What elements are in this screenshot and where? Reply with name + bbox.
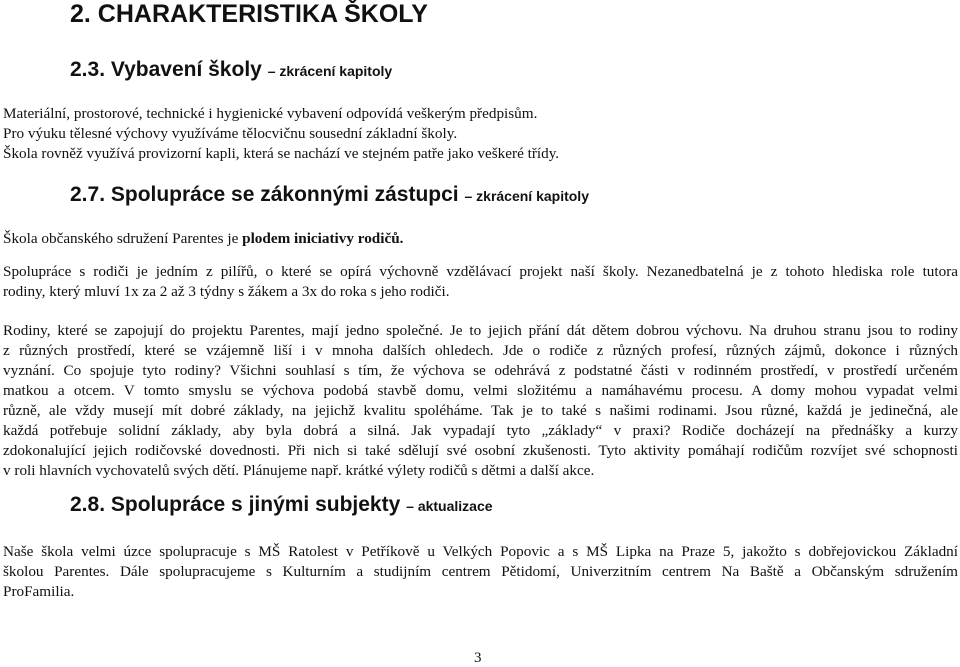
text-line: Naše škola velmi úzce spolupracuje s MŠ Ratolest v Petříkově u Velkých Popovic a s MŠ Lipka na Praze 5, jakožto s dobřejovickou Základní [3,543,958,560]
text-line [3,229,958,249]
paragraph-families [3,321,958,481]
text-line: každá potřebuje solidní základy, aby byla dobrá a silná. Jak vypadají tyto „základy“ v praxi? Rodiče docházejí na přednášky a kurzy [3,422,958,439]
paragraph-equipment [3,104,958,164]
paragraph-parents-initiative [3,229,958,249]
text-line: ProFamilia. [3,583,75,600]
section-heading-2-7 [70,183,589,207]
text-line: Spolupráce s rodiči je jedním z pilířů, o které se opírá výchovně vzdělávací projekt naší školy. Nezanedbatelná je z tohoto hlediska role tutora [3,263,958,280]
page-number: 3 [474,650,482,666]
section-suffix: – zkrácení kapitoly [464,188,589,204]
paragraph-cooperation [3,262,958,302]
section-heading-2-3 [70,58,392,82]
text-line: Škola rovněž využívá provizorní kapli, která se nachází ve stejném patře jako veškeré třídy. [3,145,560,162]
text-line: vyznání. Co spojuje tyto rodiny? Všichni souhlasí s tím, že výchova se odehrává z podstatné části v rodinném prostředí, v prostředí určeném [3,362,958,379]
text-line: z různých prostředí, které se vzájemně liší i v mnoha dalších ohledech. Jde o rodiče z různých profesí, různých zájmů, dokonce i různých [3,342,958,359]
text-line: v roli hlavních vychovatelů svých dětí. Plánujeme např. krátké výlety rodičů s dětmi a další akce. [3,462,595,479]
text-run: Škola občanského sdružení Parentes je [3,230,243,247]
section-title: 2.3. Vybavení školy [70,58,262,81]
text-line: Pro výuku tělesné výchovy využíváme tělocvičnu sousední základní školy. [3,125,458,142]
section-suffix: – aktualizace [406,498,493,514]
paragraph-partners [3,542,958,602]
text-line: školou Parentes. Dále spolupracujeme s Kulturním a studijním centrem Pětidomí, Univerzitním centrem Na Baště a Občanským sdružením [3,563,958,580]
text-line: různě, ale vždy musejí mít dobré základy, na jejichž kvalitu spoléháme. Tak je to také s našimi rodinami. Jsou různé, každá je jedinečná, ale [3,402,958,419]
text-line: Materiální, prostorové, technické i hygienické vybavení odpovídá veškerým předpisům. [3,105,538,122]
text-line: Rodiny, které se zapojují do projektu Parentes, mají jedno společné. Je to jejich přání dát dětem dobrou výchovu. Na druhou stranu jsou to rodiny [3,322,958,339]
section-suffix: – zkrácení kapitoly [267,63,393,79]
bold-text-run: plodem iniciativy rodičů. [242,230,404,247]
chapter-heading: 2. CHARAKTERISTIKA ŠKOLY [70,0,428,28]
text-line: matkou a otcem. V tomto smyslu se výchova podobá stavbě domu, velmi složitému a namáhavému procesu. A domy mohou vypadat velmi [3,382,958,399]
section-title: 2.8. Spolupráce s jinými subjekty [70,493,401,516]
text-line: zdokonalující jejich rodičovské dovednosti. Při nich si také sdělují své osobní zkušenosti. Tyto aktivity pomáhají rodičům rozvíjet své schopnosti [3,442,958,459]
section-title: 2.7. Spolupráce se zákonnými zástupci [70,183,459,206]
text-line: rodiny, který mluví 1x za 2 až 3 týdny s žákem a 3x do roka s jeho rodiči. [3,283,450,300]
section-heading-2-8 [70,493,493,517]
